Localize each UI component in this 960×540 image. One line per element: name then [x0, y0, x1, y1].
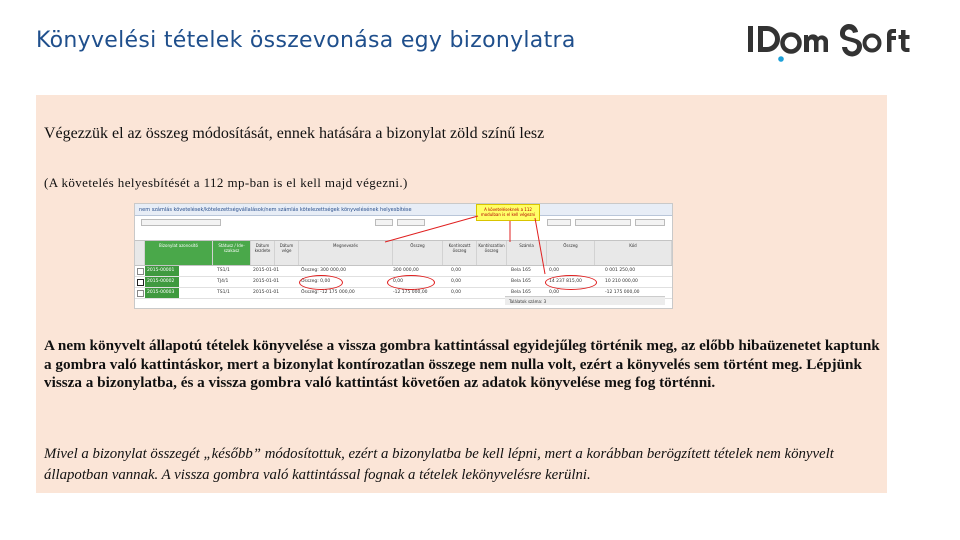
row-desc: Összeg: -12 175 000,00: [301, 290, 355, 295]
row-osszeg: 0,00: [549, 268, 560, 273]
idomsoft-logo: [746, 18, 926, 68]
italic-paragraph: Mivel a bizonylat összegét „később” módosítottuk, ezért a bizonylatba be kell lépni, mert a korábban berögzített tételek nem könyvelt állapotban vannak. A vissza gombra való kattintással fognak a tételek lekönyvelésre kerülni.: [44, 446, 834, 483]
row-date: 2015-01-01: [253, 279, 280, 284]
bold-paragraph: A nem könyvelt állapotú tételek könyvelése a vissza gombra kattintással egyidejűleg történik meg, az előbb hibaüzenetet kaptunk a gombra való kattintáskor, mert a bizonylat kontírozatlan összege nem nulla volt, ezért a könyvelés sem történt meg. Lépjünk vissza a bizonylatba, és a vissza gombra való kattintást követően az adatok könyvelése meg fog történni.: [44, 337, 880, 391]
row-kontir: 0,00: [451, 279, 462, 284]
row-kontir: 0,00: [451, 290, 462, 295]
toolbar-button[interactable]: [397, 219, 425, 226]
row-kontir: 0,00: [451, 268, 462, 273]
column-header: Státusz / Ide-szakasz: [213, 241, 251, 265]
row-osszeg: 0,00: [549, 290, 560, 295]
row-amount: -12 175 000,00: [393, 290, 428, 295]
row-desc: Összeg: 0,00: [301, 279, 331, 284]
warning-note: A követeléseknek a 112 modulban is el kell végezni: [476, 204, 540, 221]
row-desc: Összeg: 300 000,00: [301, 268, 346, 273]
row-szamla: Bela 165: [511, 279, 531, 284]
column-header: Megnevezés: [299, 241, 393, 265]
row-date: 2015-01-01: [253, 290, 280, 295]
highlight-ellipse: [299, 275, 343, 290]
column-header: Összeg: [393, 241, 443, 265]
row-checkbox[interactable]: [137, 279, 144, 286]
content-panel: [36, 95, 887, 493]
embedded-screenshot: [134, 203, 673, 309]
toolbar-button[interactable]: [575, 219, 631, 226]
highlight-ellipse: [545, 275, 597, 290]
row-kod: 10 210 000,00: [605, 279, 638, 284]
row-checkbox[interactable]: [137, 268, 144, 275]
column-header: Dátum kezdete: [251, 241, 275, 265]
row-id[interactable]: 2015-00003: [145, 288, 179, 298]
column-header: Összeg: [547, 241, 595, 265]
main-paragraph: Végezzük el az összeg módosítását, ennek hatására a bizonylat zöld színű lesz: [44, 125, 545, 142]
column-header: Bizonylat azonosító: [145, 241, 213, 265]
row-amount: 300 000,00: [393, 268, 419, 273]
note-paragraph: (A követelés helyesbítését a 112 mp-ban is el kell majd végezni.): [44, 175, 408, 190]
row-status: TJ4/1: [217, 279, 229, 284]
row-id[interactable]: 2015-00001: [145, 266, 179, 276]
row-kod: 0 001 250,00: [605, 268, 636, 273]
row-szamla: Bela 165: [511, 268, 531, 273]
slide-title: Könyvelési tételek összevonása egy bizonylatra: [36, 28, 576, 53]
column-header: Kontírozott összeg: [443, 241, 477, 265]
column-header: Kód: [595, 241, 672, 265]
row-status: TS1/1: [217, 268, 230, 273]
table-header: [135, 240, 672, 266]
highlight-ellipse: [387, 275, 435, 290]
column-header: Számla: [507, 241, 547, 265]
screenshot-toolbar: [135, 218, 672, 227]
row-id[interactable]: 2015-00002: [145, 277, 179, 287]
filter-box[interactable]: [141, 219, 221, 226]
column-header: Kontírozatlan összeg: [477, 241, 507, 265]
row-osszeg: 14 237 815,00: [549, 279, 582, 284]
column-header: [135, 241, 145, 265]
row-date: 2015-01-01: [253, 268, 280, 273]
results-count: Találatok száma: 3: [505, 296, 665, 305]
column-header: Dátum vége: [275, 241, 299, 265]
toolbar-button[interactable]: [375, 219, 393, 226]
row-status: TS1/1: [217, 290, 230, 295]
row-amount: 0,00: [393, 279, 404, 284]
row-kod: -12 175 000,00: [605, 290, 640, 295]
toolbar-button[interactable]: [547, 219, 571, 226]
screenshot-header: nem számlás követelések/kötelezettségvállalások/nem számlás kötelezettségek könyvelésének helyesbítése: [135, 204, 672, 216]
row-checkbox[interactable]: [137, 290, 144, 297]
row-szamla: Bela 165: [511, 290, 531, 295]
toolbar-button[interactable]: [635, 219, 665, 226]
